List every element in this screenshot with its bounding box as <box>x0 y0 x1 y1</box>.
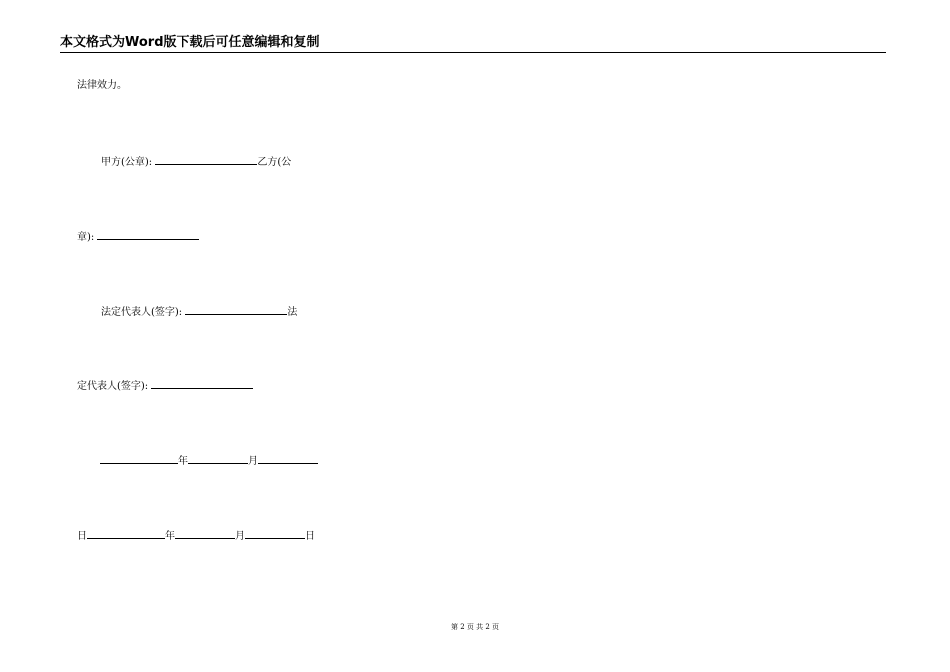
party-b-label-start: 乙方(公 <box>257 157 292 168</box>
effect-text: 法律效力。 <box>77 80 127 91</box>
party-b-label-end: 章): <box>77 232 95 243</box>
day-blank-a[interactable] <box>258 453 318 464</box>
month-blank-b[interactable] <box>175 528 235 539</box>
text-line-effect <box>77 79 127 93</box>
party-a-blank[interactable] <box>155 154 257 165</box>
year-label-b: 年 <box>165 531 175 542</box>
header-divider <box>60 52 886 53</box>
rep-b-signature-line <box>77 378 253 394</box>
rep-a-label: 法定代表人(签字): <box>101 307 183 318</box>
rep-a-signature-line <box>101 304 297 320</box>
day-label-a: 日 <box>77 531 87 542</box>
page-number-footer: 第 2 页 共 2 页 <box>450 623 500 631</box>
party-b-signature-line <box>77 229 199 245</box>
year-blank-a[interactable] <box>100 453 178 464</box>
month-label-a: 月 <box>248 456 258 467</box>
party-a-label: 甲方(公章): <box>101 157 153 168</box>
rep-b-label-start: 法 <box>287 307 298 318</box>
party-b-blank[interactable] <box>97 229 199 240</box>
year-label-a: 年 <box>178 456 188 467</box>
date-line-a <box>100 453 318 469</box>
day-blank-b[interactable] <box>245 528 305 539</box>
month-label-b: 月 <box>235 531 245 542</box>
rep-a-blank[interactable] <box>185 304 287 315</box>
day-label-b: 日 <box>305 531 315 542</box>
rep-b-label-end: 定代表人(签字): <box>77 381 149 392</box>
page-header-title: 本文格式为Word版下载后可任意编辑和复制 <box>60 35 320 50</box>
party-a-signature-line <box>101 154 291 170</box>
month-blank-a[interactable] <box>188 453 248 464</box>
rep-b-blank[interactable] <box>151 378 253 389</box>
year-blank-b[interactable] <box>87 528 165 539</box>
date-line-b <box>77 528 315 544</box>
